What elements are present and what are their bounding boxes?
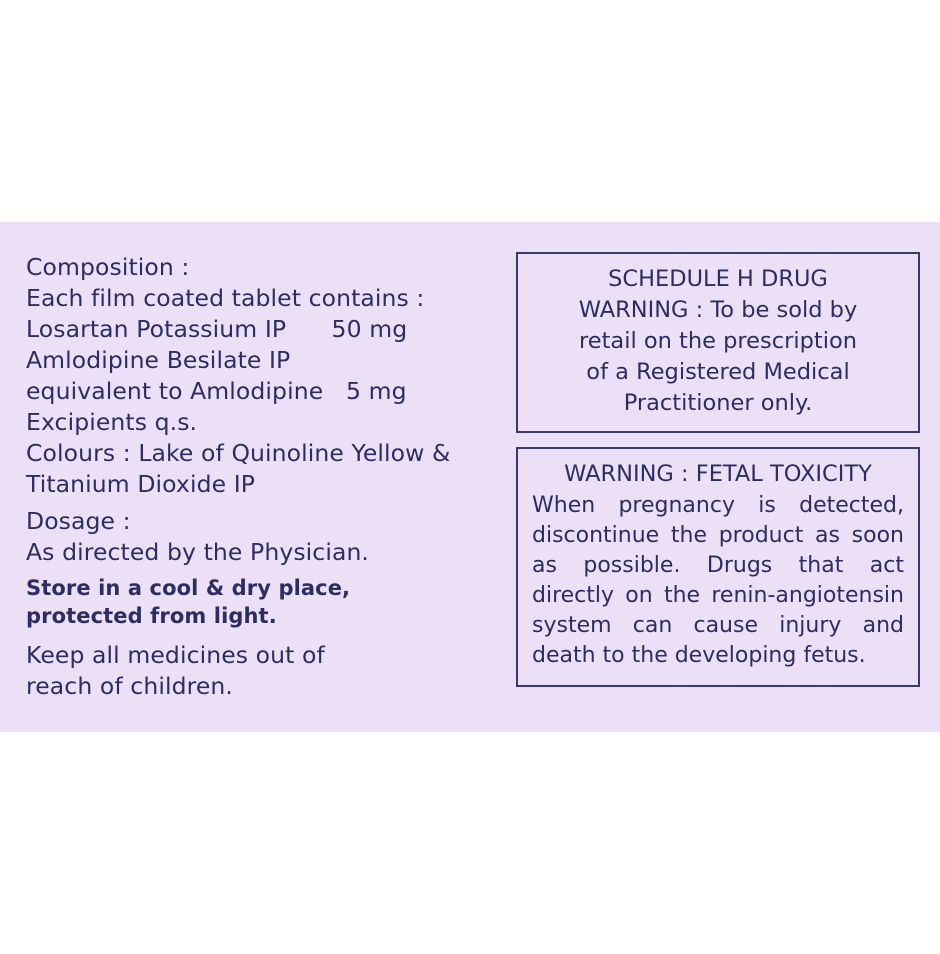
composition-line: Titanium Dioxide IP [26, 470, 256, 498]
storage-line: Store in a cool & dry place, [26, 576, 351, 600]
composition-line: Composition : [26, 253, 190, 281]
schedule-line: Practitioner only. [623, 390, 813, 416]
composition-line: Each film coated tablet contains : [26, 284, 425, 312]
storage-line: protected from light. [26, 604, 277, 628]
schedule-line: WARNING : To be sold by [578, 297, 858, 323]
dosage-line: Dosage : [26, 507, 131, 535]
fetal-warning-title: WARNING : FETAL TOXICITY [564, 461, 872, 487]
composition-line: equivalent to Amlodipine 5 mg [26, 377, 407, 405]
children-warning-line: reach of children. [26, 672, 233, 700]
left-information-column [26, 252, 496, 702]
fetal-warning-body: When pregnancy is detected, discontinue the product as soon as possible. Drugs that act directly on the renin-angiotensin system can cause injury and death to the developing fetus. [532, 493, 904, 668]
schedule-line: SCHEDULE H DRUG [608, 266, 828, 292]
composition-line: Losartan Potassium IP 50 mg [26, 315, 408, 343]
composition-line: Colours : Lake of Quinoline Yellow & [26, 439, 451, 467]
composition-line: Excipients q.s. [26, 408, 198, 436]
children-warning-line: Keep all medicines out of [26, 641, 325, 669]
children-warning-block [26, 640, 496, 702]
storage-block [26, 574, 496, 630]
composition-line: Amlodipine Besilate IP [26, 346, 291, 374]
dosage-block [26, 506, 496, 568]
schedule-h-drug-box [516, 252, 920, 433]
fetal-toxicity-warning-box [516, 447, 920, 687]
spacer [26, 630, 496, 640]
schedule-line: retail on the prescription [579, 328, 857, 354]
medicine-carton-label [0, 222, 940, 732]
dosage-line: As directed by the Physician. [26, 538, 370, 566]
right-warning-column [516, 252, 920, 687]
composition-block [26, 252, 496, 500]
schedule-line: of a Registered Medical [586, 359, 850, 385]
